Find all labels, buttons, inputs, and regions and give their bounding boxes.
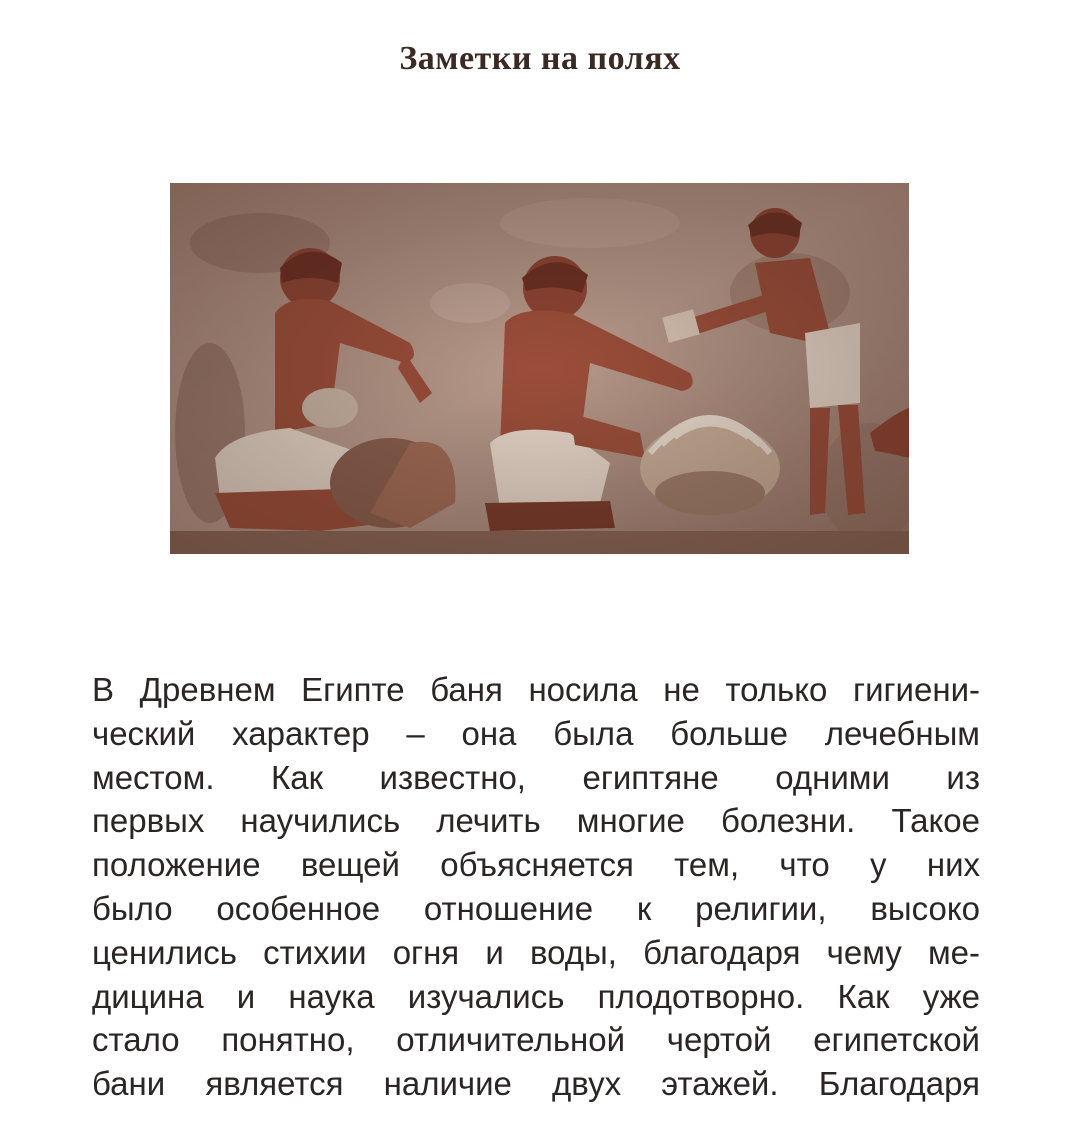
- body-line: первых научились лечить многие болезни. Такое: [92, 802, 980, 840]
- body-line: стало понятно, отличительной чертой египетской: [92, 1021, 980, 1059]
- page-title: Заметки на полях: [399, 40, 681, 77]
- body-line: ценились стихии огня и воды, благодаря чему ме-: [92, 933, 980, 971]
- vignette: [170, 183, 909, 554]
- body-line: было особенное отношение к религии, высоко: [92, 889, 980, 927]
- body-line: дицина и наука изучались плодотворно. Как уже: [92, 977, 980, 1015]
- body-line: положение вещей объясняется тем, что у них: [92, 846, 980, 884]
- relief-artwork: [170, 183, 909, 554]
- body-line: местом. Как известно, египтяне одними из: [92, 758, 980, 796]
- egyptian-relief-image: [170, 183, 909, 554]
- body-line: В Древнем Египте баня носила не только гигиени-: [92, 671, 980, 708]
- body-line: ческий характер – она была больше лечебным: [92, 714, 980, 752]
- article-body: [92, 668, 980, 1106]
- body-line: бани является наличие двух этажей. Благодаря: [92, 1065, 980, 1103]
